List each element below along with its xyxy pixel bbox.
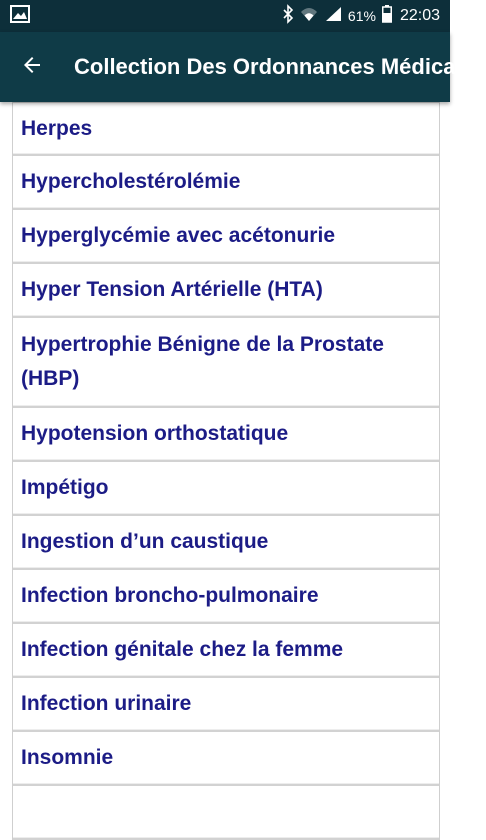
list-item[interactable] [13,264,439,318]
list-item-label: Herpes [21,116,93,140]
wifi-icon [300,6,318,27]
list-item-label: Insomnie [21,746,114,769]
list-item-label: Hyper Tension Artérielle (HTA) [21,278,323,301]
list-item[interactable] [13,318,439,408]
list-item-label: Hypercholestérolémie [21,170,241,193]
status-bar [0,0,450,32]
list-item-label: Infection urinaire [21,692,192,715]
list-item[interactable] [13,102,439,156]
list-item[interactable] [13,210,439,264]
app-bar [0,32,486,102]
back-button[interactable] [0,32,64,102]
list-item[interactable] [13,570,439,624]
status-right [282,5,440,28]
list-item[interactable] [13,156,439,210]
list-item-label: Infection génitale chez la femme [21,638,344,661]
list-item[interactable] [13,732,439,786]
battery-percent: 61% [347,8,376,24]
list-item-label: Hypotension orthostatique [21,422,289,445]
list-item[interactable] [13,462,439,516]
list-item[interactable] [13,408,439,462]
status-left [10,5,30,28]
list-item[interactable] [13,516,439,570]
list-item-label: Hypertrophie Bénigne de la Prostate (HBP) [21,333,384,390]
list-item[interactable] [13,678,439,732]
list-item-label: Infection broncho-pulmonaire [21,584,319,607]
page-title: Collection Des Ordonnances Médicales [74,54,486,79]
gallery-notification-icon [10,5,30,28]
list-item-label: Hyperglycémie avec acétonurie [21,224,335,247]
list-item-label: Ingestion d’un caustique [21,530,269,553]
bluetooth-icon [282,5,294,28]
list-item[interactable] [13,624,439,678]
battery-icon [382,5,392,28]
prescription-list[interactable] [0,102,450,800]
list-item-label: Impétigo [21,476,109,499]
list-item-partial[interactable] [13,786,439,840]
clock: 22:03 [399,7,440,24]
arrow-left-icon [20,53,44,82]
signal-icon [324,6,342,27]
list-container [12,102,440,840]
